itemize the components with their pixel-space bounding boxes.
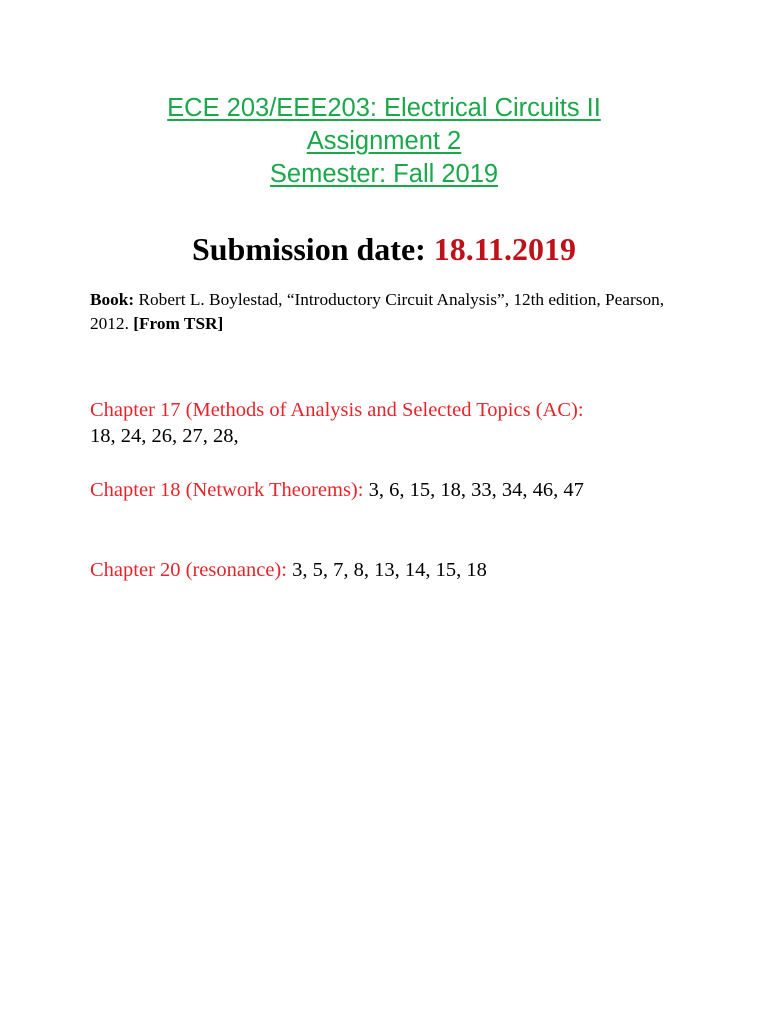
assignment-title: [0, 125, 768, 158]
chapter-17-assignment: [90, 397, 690, 449]
assignment-title-text: Assignment 2: [306, 127, 462, 155]
semester-title: [0, 158, 768, 191]
chapter-20-assignment: [90, 557, 690, 583]
chapter-label: Chapter 17 (Methods of Analysis and Selected Topics (AC):: [90, 399, 584, 421]
semester-title-text: Semester: Fall 2019: [269, 160, 499, 188]
course-title: [0, 92, 768, 125]
book-source: [From TSR]: [133, 314, 224, 333]
chapter-18-assignment: [90, 477, 690, 503]
book-label: Book:: [90, 290, 135, 309]
course-title-text: ECE 203/EEE203: Electrical Circuits II: [167, 94, 601, 122]
title-block: [0, 92, 768, 191]
submission-date-value: 18.11.2019: [433, 231, 577, 267]
chapter-problems: 3, 5, 7, 8, 13, 14, 15, 18: [286, 559, 487, 581]
chapter-label: Chapter 20 (resonance):: [90, 559, 287, 581]
chapter-problems: 3, 6, 15, 18, 33, 34, 46, 47: [363, 479, 584, 501]
book-text: Robert L. Boylestad, “Introductory Circuit Analysis”, 12th edition, Pearson, 2012.: [90, 290, 665, 333]
book-reference: [90, 288, 680, 336]
chapter-label: Chapter 18 (Network Theorems):: [90, 479, 364, 501]
chapter-problems: 18, 24, 26, 27, 28,: [90, 425, 239, 447]
submission-label: Submission date:: [191, 231, 434, 267]
submission-date-heading: [0, 228, 768, 270]
